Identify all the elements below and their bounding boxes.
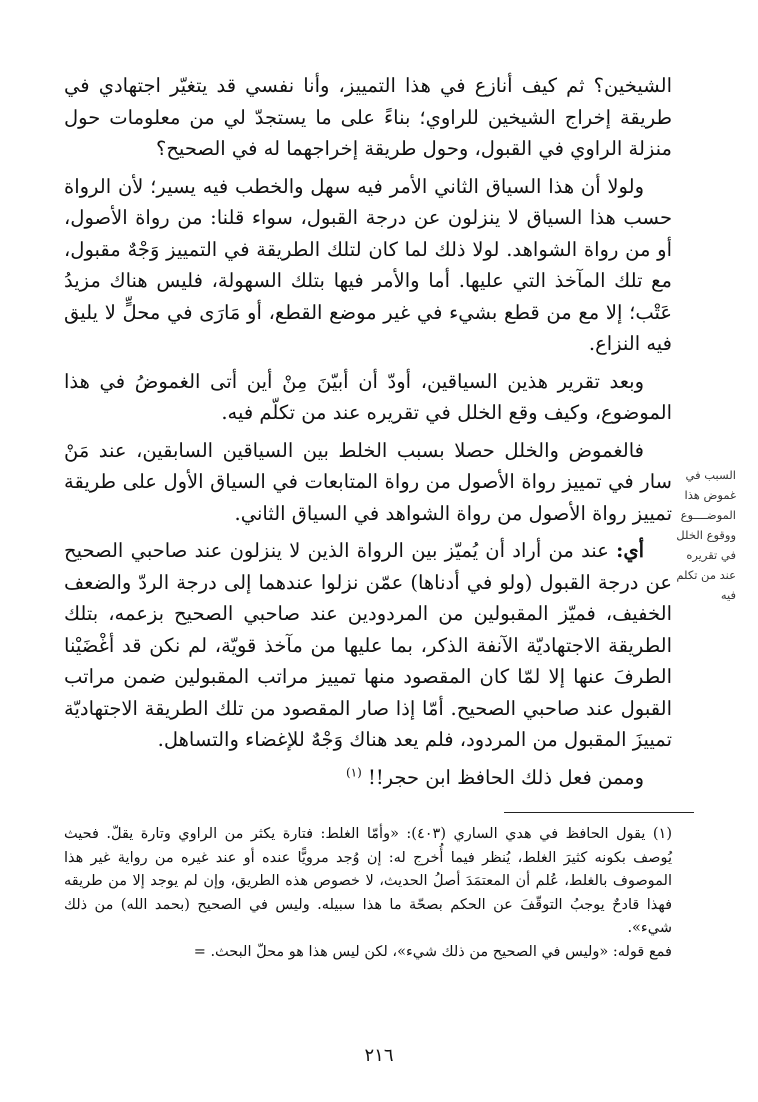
paragraph-1: الشيخين؟ ثم كيف أنازع في هذا التمييز، وأنا نفسي قد يتغيّر اجتهادي في طريقة إخراج الشيخين للراوي؛ بناءً على ما يستجدّ لي من معلومات حول منزلة الراوي في القبول، وحول طريقة إخراجهما له في الصحيح؟ <box>64 74 672 160</box>
margin-note: السبب في غموض هذا الموضــــوع ووقوع الخلل في تقريره عند من تكلم فيه <box>676 468 736 602</box>
footnote-divider <box>504 812 694 813</box>
main-text <box>64 70 672 799</box>
closing-text: وممن فعل ذلك الحافظ ابن حجر!! <box>367 765 644 789</box>
paragraph-3: وبعد تقرير هذين السياقين، أودّ أن أبيّنَ مِنْ أين أتى الغموضُ في هذا الموضوع، وكيف وقع الخلل في تقريره عند من تكلّم فيه. <box>64 369 672 424</box>
page-number: ٢١٦ <box>364 1045 394 1066</box>
paragraph-4: فالغموض والخلل حصلا بسبب الخلط بين السياقين السابقين، عند مَنْ سار في تمييز رواة الأصول من رواة المتابعات في السياق الأول على طريقة تمييز رواة الأصول من رواة الشواهد في السياق الثاني. <box>64 438 672 525</box>
footnote-text: يقول الحافظ في هدي الساري (٤٠٣): «وأمّا الغلط: فتارة يكثر من الراوي وتارة يقلّ. فحيث يُوصف بكونه كثيرَ الغلط، يُنظر فيما أُخرج له: إن وُجد مرويًّا عنده أو عند غيره من رواية غير هذا الموصوف بالغلط، عُلم أن المعتمَدَ أصلُ الحديث، لا خصوص هذه الطريق، وإن لم يوجد إلا من طريقه فهذا قادحٌ يوجبُ التوقّفَ عن الحكم بصحّة ما هذا سبيله. وليس في الصحيح (بحمد الله) من ذلك شيء». <box>64 826 672 936</box>
footnote-marker: (١) <box>652 826 673 842</box>
paragraph-5 <box>64 535 672 756</box>
explain-lead: أي: <box>616 539 645 562</box>
footnote-paragraph <box>64 823 672 941</box>
paragraph-6 <box>64 762 672 794</box>
explain-body: عند من أراد أن يُميّز بين الرواة الذين لا ينزلون عند صاحبي الصحيح عن درجة القبول (ولو في أدناها) عمّن نزلوا عندهما إلى درجة الردّ والضعف الخفيف، فميّز المقبولين من المردودين عند صاحبي الصحيح بزعمه، بتلك الطريقة الاجتهاديّة الآنفة الذكر، بما عليها من مآخذ قويّة، لم نكن قد أغْضَيْنا الطرفَ عنها إلا لمّا كان المقصود منها تمييز مراتب المقبولين ضمن مراتب القبول عند صاحبي الصحيح. أمّا إذا صار المقصود من تلك الطريقة الاجتهاديّة تمييزَ المقبول من المردود، فلم يعد هناك وَجْهٌ للإغضاء والتساهل. <box>64 539 672 751</box>
footnote-continuation: فمع قوله: «وليس في الصحيح من ذلك شيء»، لكن ليس هذا هو محلّ البحث. = <box>193 943 672 960</box>
paragraph-2: ولولا أن هذا السياق الثاني الأمر فيه سهل والخطب فيه يسير؛ لأن الرواة حسب هذا السياق لا ينزلون عن درجة القبول، سواء قلنا: من رواة الأصول، أو من رواة الشواهد. لولا ذلك لما كان لتلك الطريقة في التمييز وَجْهٌ مقبول، مع تلك المآخذ التي عليها. أما والأمر فيها بتلك السهولة، فليس هناك مزيدُ عَتْب؛ إلا مع من قطع بشيء في غير موضع القطع، أو مَارَى في محلٍّ لا يليق فيه النزاع. <box>64 174 672 355</box>
footnote-reference[interactable]: (١) <box>345 765 362 779</box>
footnote <box>64 823 672 964</box>
